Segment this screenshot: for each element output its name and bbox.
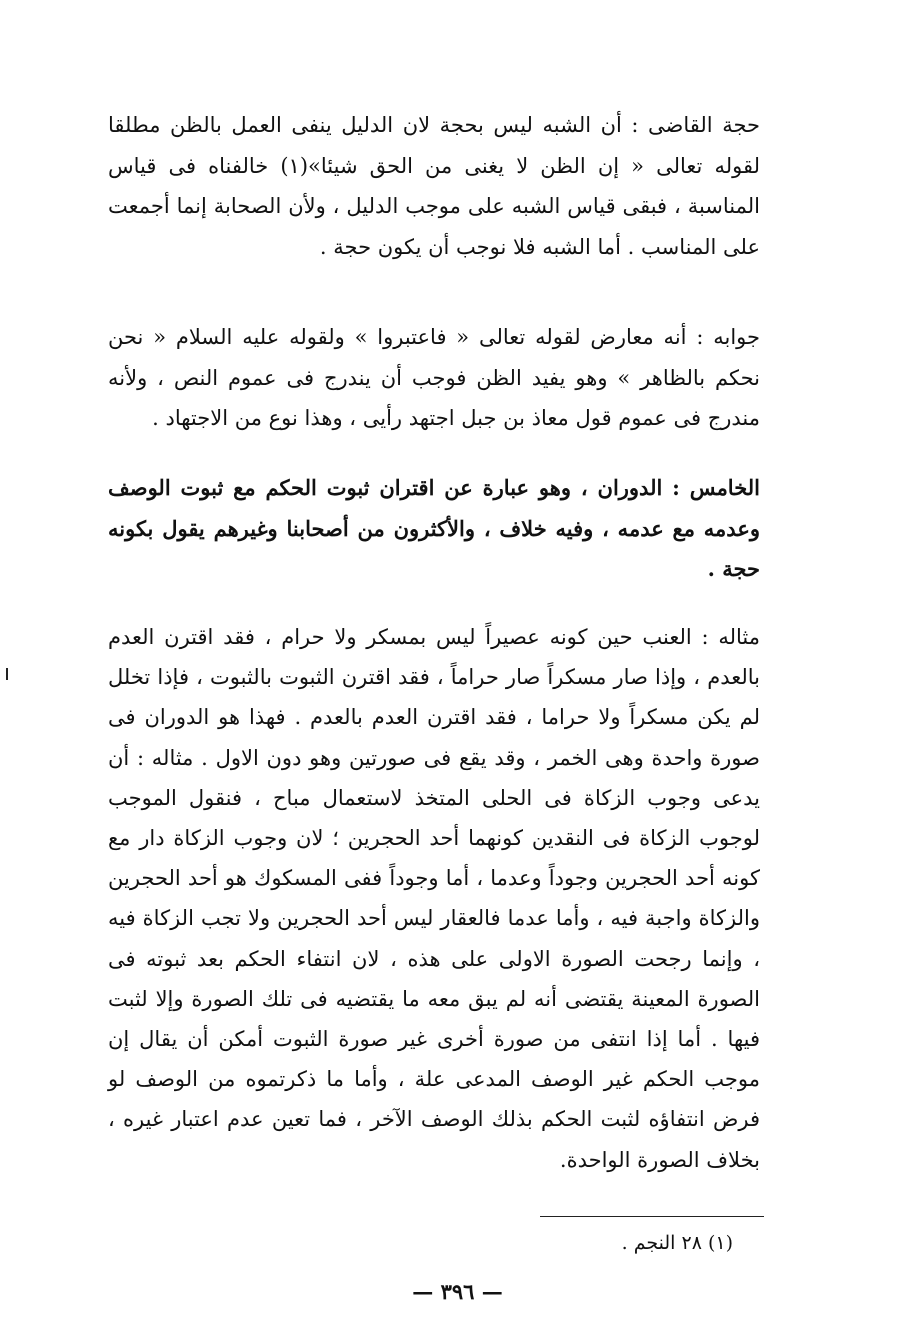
paragraph-example (108, 617, 760, 1180)
paragraph-judge-argument (108, 105, 760, 267)
paragraph-lead: الخامس : الدوران (597, 475, 760, 500)
paragraph-text: مثاله : العنب حين كونه عصيراً ليس بمسكر ولا حرام ، فقد اقترن العدم بالعدم ، وإذا صار مسكراً صار حراماً ، فقد اقترن الثبوت بالثبوت ، فإذا تخلل لم يكن مسكراً ولا حراما ، فقد اقترن العدم بالعدم . فهذا هو الدوران فى صورة واحدة وهى الخمر ، وقد يقع فى صورتين وهو دون الاول . مثاله : أن يدعى وجوب الزكاة فى الحلى المتخذ لاستعمال مباح ، فنقول الموجب لوجوب الزكاة فى النقدين كونهما أحد الحجرين ؛ لان وجوب الزكاة دار مع كونه أحد الحجرين وجوداً وعدما ، أما وجوداً ففى المسكوك هو أحد الحجرين والزكاة واجبة فيه ، وأما عدما فالعقار ليس أحد الحجرين ولا تجب الزكاة فيه ، وإنما رجحت الصورة الاولى على هذه ، لان انتفاء الحكم بعد ثبوته فى الصورة المعينة يقتضى أنه لم يبق معه ما يقتضيه فى تلك الصورة وإلا لثبت فيها . أما إذا انتفى من صورة أخرى غير صورة الثبوت أمكن أن يقال إن موجب الحكم غير الوصف المدعى علة ، وأما ما ذكرتموه من الوصف لو فرض انتفاؤه لثبت الحكم بذلك الوصف الآخر ، فما تعين عدم اعتبار غيره ، بخلاف الصورة الواحدة. (108, 625, 760, 1172)
page-number: — ٣٩٦ — (412, 1279, 503, 1304)
paragraph-answer (108, 317, 760, 439)
paragraph-fifth-dawaran (108, 468, 760, 590)
paragraph-text: جوابه : أنه معارض لقوله تعالى « فاعتبروا » ولقوله عليه السلام « نحن نحكم بالظاهر » وهو يفيد الظن فوجب أن يندرج فى عموم النص ، ولأنه مندرج فى عموم قول معاذ بن جبل اجتهد رأيى ، وهذا نوع من الاجتهاد . (108, 325, 760, 431)
footnote-divider (540, 1216, 764, 1217)
paragraph-text: حجة القاضى : أن الشبه ليس بحجة لان الدليل ينفى العمل بالظن مطلقا لقوله تعالى « إن الظن لا يغنى من الحق شيئا»(١) خالفناه فى قياس المناسبة ، فبقى قياس الشبه على موجب الدليل ، ولأن الصحابة إنما أجمعت على المناسب . أما الشبه فلا نوجب أن يكون حجة . (108, 113, 760, 259)
footnote: (١) ٢٨ النجم . (621, 1232, 733, 1254)
paragraph-text: ، وهو عبارة عن اقتران ثبوت الحكم مع ثبوت الوصف وعدمه مع عدمه ، وفيه خلاف ، والأكثرون من أصحابنا وغيرهم يقول بكونه حجة . (108, 475, 760, 582)
margin-mark (6, 668, 8, 680)
